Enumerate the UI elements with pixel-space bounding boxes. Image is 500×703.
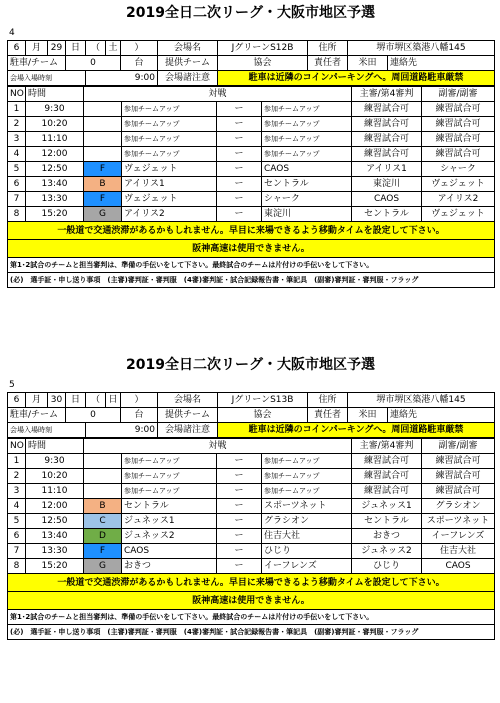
match-time: 15:20: [26, 559, 84, 574]
assistant-team: 練習試合可: [422, 454, 495, 469]
home-team: アイリス1: [122, 177, 217, 192]
referee-team: 練習試合可: [352, 132, 422, 147]
match-row: [8, 454, 495, 469]
group-badge: [84, 132, 122, 147]
home-team: 参加チームアップ: [122, 484, 217, 499]
info-row-entry: [8, 423, 495, 438]
header-match: 対戦: [84, 87, 352, 102]
info-row-parking: [8, 408, 495, 423]
group-badge: [84, 102, 122, 117]
match-time: 12:50: [26, 162, 84, 177]
versus-mark: ー: [217, 514, 262, 529]
match-time: 11:10: [26, 484, 84, 499]
away-team: 参加チームアップ: [262, 484, 352, 499]
provider-label: 提供チーム: [158, 408, 218, 423]
highway-notice-row: [8, 592, 495, 610]
required-items: (必) 選手証・申し送り事項 (主審)審判証・審判服 (4審)審判証・試合記録報告書・筆記具 (副審)審判証・審判服・フラッグ: [8, 273, 495, 288]
match-time: 12:00: [26, 499, 84, 514]
traffic-notice: 一般道で交通渋滞があるかもしれません。早目に来場できるよう移動タイムを設定して下さい。: [8, 574, 495, 592]
referee-team: 練習試合可: [352, 147, 422, 162]
match-time: 15:20: [26, 207, 84, 222]
match-no: 3: [8, 484, 26, 499]
group-badge: G: [84, 207, 122, 222]
versus-mark: ー: [217, 469, 262, 484]
match-time: 10:20: [26, 117, 84, 132]
versus-mark: ー: [217, 132, 262, 147]
assistant-team: 練習試合可: [422, 469, 495, 484]
assistant-team: 練習試合可: [422, 132, 495, 147]
header-no: NO: [8, 87, 26, 102]
traffic-notice: 一般道で交通渋滞があるかもしれません。早目に来場できるよう移動タイムを設定して下さい。: [8, 222, 495, 240]
traffic-notice-row: [8, 222, 495, 240]
venue-name: JグリーンS12B: [218, 41, 308, 56]
referee-team: 練習試合可: [352, 117, 422, 132]
versus-mark: ー: [217, 177, 262, 192]
home-team: 参加チームアップ: [122, 117, 217, 132]
paren-open: （: [86, 393, 106, 408]
assistant-team: シャーク: [422, 162, 495, 177]
versus-mark: ー: [217, 484, 262, 499]
provider-label: 提供チーム: [158, 56, 218, 71]
match-time: 13:40: [26, 529, 84, 544]
referee-team: セントラル: [352, 514, 422, 529]
home-team: ジュネッス1: [122, 514, 217, 529]
group-badge: [84, 147, 122, 162]
match-no: 2: [8, 469, 26, 484]
group-badge: [84, 117, 122, 132]
paren-close: ）: [121, 41, 158, 56]
versus-mark: ー: [217, 499, 262, 514]
referee-team: ジュネッス1: [352, 499, 422, 514]
venue-label: 会場名: [158, 41, 218, 56]
date-weekday: 日: [106, 393, 121, 408]
versus-mark: ー: [217, 454, 262, 469]
assistant-team: CAOS: [422, 559, 495, 574]
away-team: シャーク: [262, 192, 352, 207]
match-time: 9:30: [26, 454, 84, 469]
home-team: 参加チームアップ: [122, 132, 217, 147]
address-value: 堺市堺区築港八幡145: [348, 393, 495, 408]
referee-team: ジュネッス2: [352, 544, 422, 559]
away-team: 参加チームアップ: [262, 454, 352, 469]
highway-notice: 阪神高速は使用できません。: [8, 592, 495, 610]
match-time: 11:10: [26, 132, 84, 147]
match-time: 12:00: [26, 147, 84, 162]
group-badge: [84, 469, 122, 484]
match-header-row: [8, 87, 495, 102]
match-no: 3: [8, 132, 26, 147]
match-table: [7, 86, 495, 288]
page-title: 2019全日二次リーグ・大阪市地区予選: [126, 357, 375, 373]
match-row: [8, 514, 495, 529]
header-time: 時間: [26, 87, 84, 102]
home-team: ヴェジェット: [122, 192, 217, 207]
match-no: 4: [8, 147, 26, 162]
notes-label: 会場諸注意: [158, 71, 218, 86]
provider-team: 協会: [218, 56, 308, 71]
provider-team: 協会: [218, 408, 308, 423]
date-month: 6: [8, 393, 26, 408]
home-team: アイリス2: [122, 207, 217, 222]
match-time: 13:30: [26, 192, 84, 207]
assistant-team: アイリス2: [422, 192, 495, 207]
contact-cell: [388, 408, 495, 423]
venue-notes: 駐車は近隣のコインパーキングへ。周回道路駐車厳禁: [218, 423, 495, 438]
entry-time: 9:00: [86, 71, 158, 86]
match-row: [8, 469, 495, 484]
away-team: ひじり: [262, 544, 352, 559]
manager-label: 責任者: [308, 56, 348, 71]
date-month: 6: [8, 41, 26, 56]
sheet-number: 5: [9, 380, 15, 390]
home-team: 参加チームアップ: [122, 454, 217, 469]
manager-label: 責任者: [308, 408, 348, 423]
assistant-team: 住吉大社: [422, 544, 495, 559]
home-team: おきつ: [122, 559, 217, 574]
sheet-number: 4: [9, 28, 15, 38]
header-no: NO: [8, 439, 26, 454]
match-no: 4: [8, 499, 26, 514]
parking-unit: 台: [121, 408, 158, 423]
group-badge: D: [84, 529, 122, 544]
match-no: 7: [8, 192, 26, 207]
schedule-sheet: [7, 352, 494, 640]
away-team: 参加チームアップ: [262, 132, 352, 147]
versus-mark: ー: [217, 102, 262, 117]
match-row: [8, 559, 495, 574]
notes-label: 会場諸注意: [158, 423, 218, 438]
month-unit: 月: [26, 393, 48, 408]
versus-mark: ー: [217, 207, 262, 222]
away-team: スポーツネット: [262, 499, 352, 514]
versus-mark: ー: [217, 529, 262, 544]
away-team: CAOS: [262, 162, 352, 177]
match-row: [8, 132, 495, 147]
versus-mark: ー: [217, 544, 262, 559]
header-assistant: 副審/副審: [422, 87, 495, 102]
versus-mark: ー: [217, 192, 262, 207]
parking-label: 駐車/チーム: [8, 408, 66, 423]
header-assistant: 副審/副審: [422, 439, 495, 454]
group-badge: F: [84, 192, 122, 207]
home-team: セントラル: [122, 499, 217, 514]
assistant-team: 練習試合可: [422, 102, 495, 117]
match-header-row: [8, 439, 495, 454]
assistant-team: グラシオン: [422, 499, 495, 514]
away-team: グラシオン: [262, 514, 352, 529]
assistant-team: イーフレンズ: [422, 529, 495, 544]
match-time: 12:50: [26, 514, 84, 529]
away-team: 参加チームアップ: [262, 469, 352, 484]
group-badge: [84, 484, 122, 499]
away-team: 参加チームアップ: [262, 102, 352, 117]
required-items: (必) 選手証・申し送り事項 (主審)審判証・審判服 (4審)審判証・試合記録報告書・筆記具 (副審)審判証・審判服・フラッグ: [8, 625, 495, 640]
traffic-notice-row: [8, 574, 495, 592]
versus-mark: ー: [217, 162, 262, 177]
away-team: 住吉大社: [262, 529, 352, 544]
match-time: 10:20: [26, 469, 84, 484]
match-no: 1: [8, 454, 26, 469]
assistant-team: 練習試合可: [422, 484, 495, 499]
info-row-date: [8, 393, 495, 408]
info-row-parking: [8, 56, 495, 71]
away-team: セントラル: [262, 177, 352, 192]
paren-open: （: [86, 41, 106, 56]
info-row-entry: [8, 71, 495, 86]
contact-label: 連絡先: [390, 58, 418, 68]
match-row: [8, 102, 495, 117]
referee-team: アイリス1: [352, 162, 422, 177]
home-team: 参加チームアップ: [122, 469, 217, 484]
assistant-team: ヴェジェット: [422, 207, 495, 222]
match-row: [8, 207, 495, 222]
match-no: 5: [8, 514, 26, 529]
match-time: 13:30: [26, 544, 84, 559]
address-label: 住所: [308, 41, 348, 56]
group-badge: B: [84, 177, 122, 192]
match-no: 6: [8, 177, 26, 192]
group-badge: B: [84, 499, 122, 514]
assistant-team: スポーツネット: [422, 514, 495, 529]
match-no: 6: [8, 529, 26, 544]
date-day: 30: [48, 393, 66, 408]
referee-team: 練習試合可: [352, 454, 422, 469]
referee-team: セントラル: [352, 207, 422, 222]
group-badge: C: [84, 514, 122, 529]
referee-team: 練習試合可: [352, 469, 422, 484]
away-team: 東淀川: [262, 207, 352, 222]
match-no: 7: [8, 544, 26, 559]
group-badge: F: [84, 162, 122, 177]
referee-team: CAOS: [352, 192, 422, 207]
parking-label: 駐車/チーム: [8, 56, 66, 71]
paren-close: ）: [121, 393, 158, 408]
parking-unit: 台: [121, 56, 158, 71]
home-team: 参加チームアップ: [122, 102, 217, 117]
header-time: 時間: [26, 439, 84, 454]
header-referee: 主審/第4審判: [352, 87, 422, 102]
rule-row: [8, 625, 495, 640]
home-team: ヴェジェット: [122, 162, 217, 177]
match-no: 8: [8, 207, 26, 222]
match-row: [8, 177, 495, 192]
referee-team: ひじり: [352, 559, 422, 574]
match-row: [8, 117, 495, 132]
duty-rule: 第1･2試合のチームと担当審判は、準備の手伝いをして下さい。最終試合のチームは片付けの手伝いをして下さい。: [8, 610, 495, 625]
match-time: 9:30: [26, 102, 84, 117]
schedule-sheet: [7, 0, 494, 288]
match-no: 1: [8, 102, 26, 117]
parking-count: 0: [66, 408, 121, 423]
venue-name: JグリーンS13B: [218, 393, 308, 408]
rule-row: [8, 258, 495, 273]
month-unit: 月: [26, 41, 48, 56]
rule-row: [8, 610, 495, 625]
header-referee: 主審/第4審判: [352, 439, 422, 454]
date-day: 29: [48, 41, 66, 56]
venue-label: 会場名: [158, 393, 218, 408]
entry-time: 9:00: [86, 423, 158, 438]
page-title: 2019全日二次リーグ・大阪市地区予選: [126, 5, 375, 21]
parking-count: 0: [66, 56, 121, 71]
info-table: [7, 40, 495, 86]
versus-mark: ー: [217, 559, 262, 574]
match-no: 2: [8, 117, 26, 132]
match-no: 5: [8, 162, 26, 177]
home-team: ジュネッス2: [122, 529, 217, 544]
address-value: 堺市堺区築港八幡145: [348, 41, 495, 56]
contact-cell: [388, 56, 495, 71]
home-team: CAOS: [122, 544, 217, 559]
match-row: [8, 484, 495, 499]
assistant-team: ヴェジェット: [422, 177, 495, 192]
manager-name: 米田: [348, 408, 388, 423]
info-row-date: [8, 41, 495, 56]
highway-notice: 阪神高速は使用できません。: [8, 240, 495, 258]
referee-team: 東淀川: [352, 177, 422, 192]
day-unit: 日: [66, 41, 86, 56]
assistant-team: 練習試合可: [422, 147, 495, 162]
group-badge: [84, 454, 122, 469]
referee-team: 練習試合可: [352, 484, 422, 499]
group-badge: G: [84, 559, 122, 574]
away-team: イーフレンズ: [262, 559, 352, 574]
rule-row: [8, 273, 495, 288]
date-weekday: 土: [106, 41, 121, 56]
duty-rule: 第1･2試合のチームと担当審判は、準備の手伝いをして下さい。最終試合のチームは片付けの手伝いをして下さい。: [8, 258, 495, 273]
referee-team: 練習試合可: [352, 102, 422, 117]
match-row: [8, 192, 495, 207]
entry-time-label: 会場入場時刻: [8, 423, 86, 438]
match-time: 13:40: [26, 177, 84, 192]
assistant-team: 練習試合可: [422, 117, 495, 132]
versus-mark: ー: [217, 117, 262, 132]
match-table: [7, 438, 495, 640]
match-row: [8, 544, 495, 559]
home-team: 参加チームアップ: [122, 147, 217, 162]
venue-notes: 駐車は近隣のコインパーキングへ。周回道路駐車厳禁: [218, 71, 495, 86]
group-badge: F: [84, 544, 122, 559]
manager-name: 米田: [348, 56, 388, 71]
address-label: 住所: [308, 393, 348, 408]
away-team: 参加チームアップ: [262, 147, 352, 162]
match-row: [8, 529, 495, 544]
match-no: 8: [8, 559, 26, 574]
referee-team: おきつ: [352, 529, 422, 544]
contact-label: 連絡先: [390, 410, 418, 420]
match-row: [8, 162, 495, 177]
highway-notice-row: [8, 240, 495, 258]
day-unit: 日: [66, 393, 86, 408]
entry-time-label: 会場入場時刻: [8, 71, 86, 86]
match-row: [8, 499, 495, 514]
header-match: 対戦: [84, 439, 352, 454]
match-row: [8, 147, 495, 162]
versus-mark: ー: [217, 147, 262, 162]
away-team: 参加チームアップ: [262, 117, 352, 132]
info-table: [7, 392, 495, 438]
